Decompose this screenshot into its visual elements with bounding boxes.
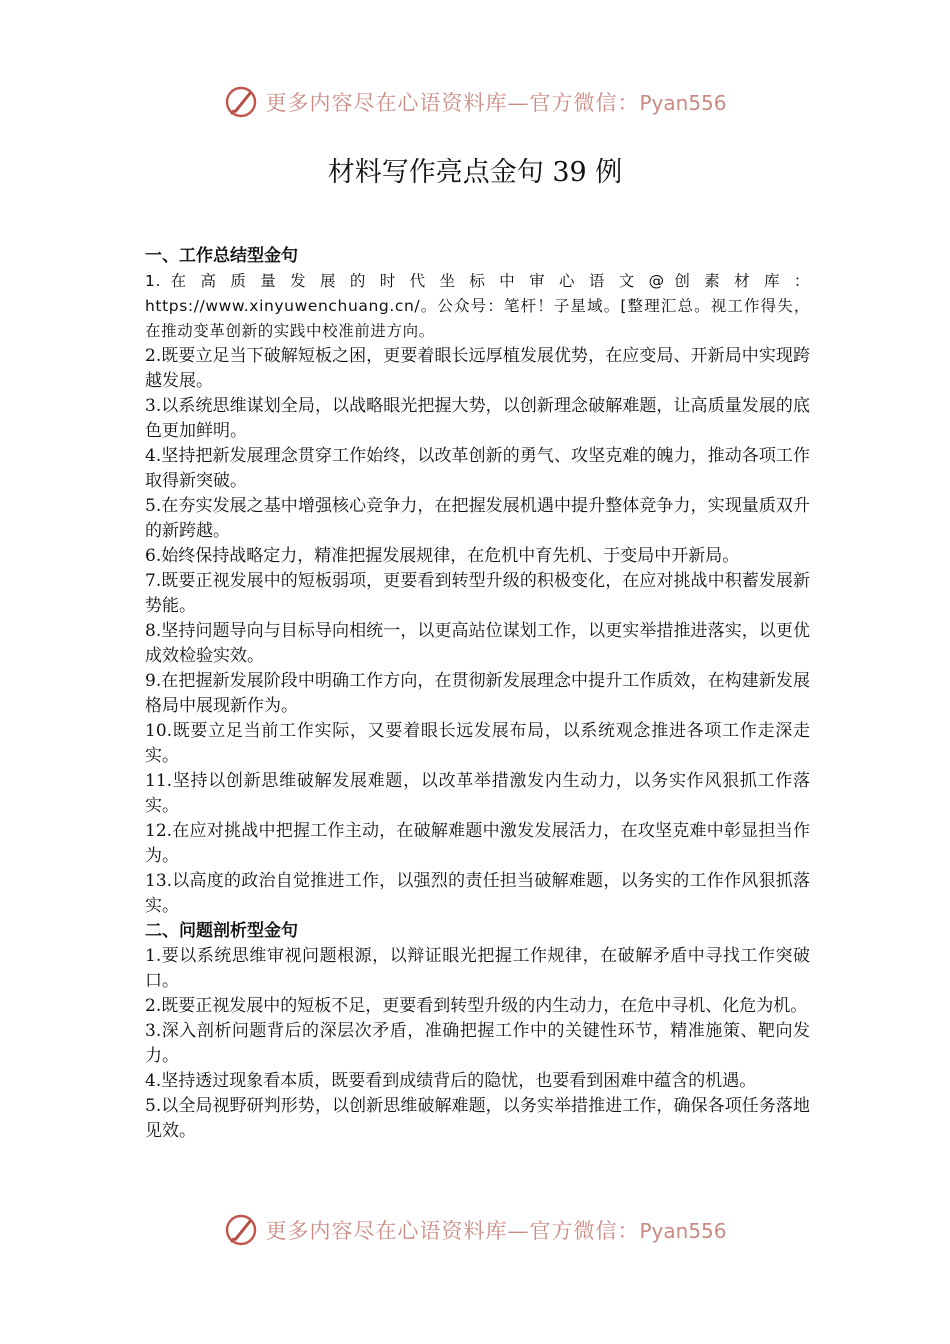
watermark-text: 更多内容尽在心语资料库—官方微信：Pyan556	[265, 1219, 727, 1243]
list-item: 1.要以系统思维审视问题根源，以辩证眼光把握工作规律，在破解矛盾中寻找工作突破口。	[145, 946, 810, 991]
document-body	[145, 244, 810, 1144]
wechat-handle: Pyan556	[639, 1219, 727, 1243]
list-item: 9.在把握新发展阶段中明确工作方向，在贯彻新发展理念中提升工作质效，在构建新发展格局中展现新作为。	[145, 671, 810, 716]
section-heading: 一、工作总结型金句	[145, 246, 298, 266]
list-item: 4.坚持透过现象看本质，既要看到成绩背后的隐忧，也要看到困难中蕴含的机遇。	[145, 1071, 757, 1091]
list-item: 11.坚持以创新思维破解发展难题，以改革举措激发内生动力，以务实作风狠抓工作落实。	[145, 771, 810, 816]
list-item: 12.在应对挑战中把握工作主动，在破解难题中激发发展活力，在攻坚克难中彰显担当作为。	[145, 821, 810, 866]
list-item: 1. 在 高 质 量 发 展 的 时 代 坐 标 中 审 心 语 文 @ 创 素 材 库 ： https://www.xinyuwenchuang.cn/。公众号：笔杆！子星域。[整理汇总。视工作得失，在推动变革创新的实践中校准前进方向。	[145, 272, 810, 340]
list-item: 13.以高度的政治自觉推进工作，以强烈的责任担当破解难题，以务实的工作作风狠抓落实。	[145, 871, 810, 916]
wechat-handle: Pyan556	[639, 91, 727, 115]
list-item: 7.既要正视发展中的短板弱项，更要看到转型升级的积极变化，在应对挑战中积蓄发展新势能。	[145, 571, 810, 616]
list-item: 3.以系统思维谋划全局，以战略眼光把握大势，以创新理念破解难题，让高质量发展的底色更加鲜明。	[145, 396, 810, 441]
quill-logo-icon	[223, 84, 259, 120]
list-item: 5.在夯实发展之基中增强核心竞争力，在把握发展机遇中提升整体竞争力，实现量质双升的新跨越。	[145, 496, 810, 541]
list-item: 10.既要立足当前工作实际，又要着眼长远发展布局，以系统观念推进各项工作走深走实。	[145, 721, 810, 766]
list-item: 6.始终保持战略定力，精准把握发展规律，在危机中育先机、于变局中开新局。	[145, 546, 740, 566]
document-title: 材料写作亮点金句 39 例	[327, 157, 623, 188]
watermark-text: 更多内容尽在心语资料库—官方微信：Pyan556	[265, 91, 727, 115]
header-watermark-banner	[0, 80, 950, 124]
section-heading: 二、问题剖析型金句	[145, 921, 298, 941]
list-item: 4.坚持把新发展理念贯穿工作始终，以改革创新的勇气、攻坚克难的魄力，推动各项工作取得新突破。	[145, 446, 810, 491]
list-item: 5.以全局视野研判形势，以创新思维破解难题，以务实举措推进工作，确保各项任务落地见效。	[145, 1096, 810, 1141]
footer-watermark-banner	[0, 1208, 950, 1252]
quill-logo-icon	[223, 1212, 259, 1248]
list-item: 2.既要立足当下破解短板之困，更要着眼长远厚植发展优势，在应变局、开新局中实现跨越发展。	[145, 346, 810, 391]
list-item: 8.坚持问题导向与目标导向相统一，以更高站位谋划工作，以更实举措推进落实，以更优成效检验实效。	[145, 621, 810, 666]
list-item: 2.既要正视发展中的短板不足，更要看到转型升级的内生动力，在危中寻机、化危为机。	[145, 996, 808, 1016]
list-item: 3.深入剖析问题背后的深层次矛盾，准确把握工作中的关键性环节，精准施策、靶向发力。	[145, 1021, 810, 1066]
